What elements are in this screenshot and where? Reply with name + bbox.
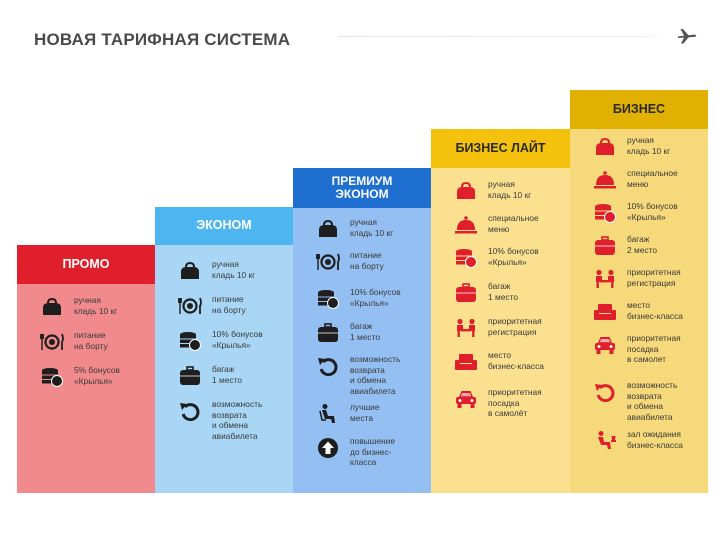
suitcase-icon	[592, 234, 618, 258]
feature-label: ручная кладь 10 кг	[74, 295, 118, 316]
car-icon	[453, 387, 479, 411]
feature-item	[315, 321, 380, 345]
feature-label: питание на борту	[350, 250, 384, 271]
feature-item	[453, 387, 542, 419]
feature-item	[592, 267, 681, 291]
tariff-name: ПРЕМИУМ ЭКОНОМ	[331, 174, 393, 201]
tariff-business-column	[570, 90, 708, 493]
bag-icon	[453, 179, 479, 203]
priority-checkin-icon	[592, 267, 618, 291]
bag-icon	[39, 295, 65, 319]
tariff-premium-econom-header	[293, 168, 431, 208]
feature-label: приоритетная регистрация	[488, 316, 542, 337]
feature-item	[177, 329, 263, 353]
feature-label: 10% бонусов «Крылья»	[488, 246, 539, 267]
feature-label: место бизнес-класса	[627, 300, 683, 321]
feature-item	[315, 250, 384, 274]
bag-icon	[177, 259, 203, 283]
feature-item	[315, 436, 395, 468]
page-title: НОВАЯ ТАРИФНАЯ СИСТЕМА	[34, 30, 291, 49]
feature-label: питание на борту	[212, 294, 246, 315]
feature-item	[39, 330, 108, 354]
cloche-icon	[592, 168, 618, 192]
feature-item	[177, 399, 262, 441]
lounge-icon	[592, 429, 618, 453]
feature-label: багаж 1 место	[350, 321, 380, 342]
tariff-name: ЭКОНОМ	[196, 218, 252, 233]
airplane-icon	[676, 26, 698, 46]
tariff-business-header	[570, 90, 708, 129]
feature-item	[39, 295, 117, 319]
feature-item	[177, 364, 242, 388]
feature-item	[592, 135, 670, 159]
title-divider	[338, 36, 658, 37]
tariff-name: ПРОМО	[62, 256, 110, 271]
suitcase-icon	[177, 364, 203, 388]
tariff-promo-column	[17, 245, 155, 493]
feature-label: зал ожидания бизнес-класса	[627, 429, 683, 450]
feature-item	[453, 316, 542, 340]
coins-icon	[315, 287, 341, 311]
feature-item	[592, 380, 677, 422]
feature-label: питание на борту	[74, 330, 108, 351]
feature-item	[315, 217, 393, 241]
feature-item	[453, 281, 518, 305]
car-icon	[592, 333, 618, 357]
tariff-econom-column	[155, 207, 293, 493]
feature-label: 10% бонусов «Крылья»	[212, 329, 263, 350]
feature-label: 10% бонусов «Крылья»	[350, 287, 401, 308]
feature-item	[592, 429, 683, 453]
coins-icon	[592, 201, 618, 225]
feature-item	[453, 246, 539, 270]
meal-icon	[315, 250, 341, 274]
feature-item	[592, 168, 678, 192]
suitcase-icon	[315, 321, 341, 345]
feature-label: повышение до бизнес- класса	[350, 436, 395, 467]
coins-icon	[39, 365, 65, 389]
feature-item	[453, 179, 531, 203]
bag-icon	[315, 217, 341, 241]
feature-label: специальное меню	[488, 213, 539, 234]
feature-item	[315, 287, 401, 311]
feature-item	[177, 259, 255, 283]
tariff-name: БИЗНЕС ЛАЙТ	[455, 140, 546, 155]
armchair-icon	[592, 300, 618, 324]
feature-label: багаж 1 место	[212, 364, 242, 385]
feature-label: ручная кладь 10 кг	[627, 135, 671, 156]
feature-label: ручная кладь 10 кг	[350, 217, 394, 238]
tariff-premium-econom-column	[293, 168, 431, 493]
coins-icon	[177, 329, 203, 353]
feature-label: ручная кладь 10 кг	[488, 179, 532, 200]
feature-label: специальное меню	[627, 168, 678, 189]
priority-checkin-icon	[453, 316, 479, 340]
feature-item	[592, 333, 681, 365]
tariff-promo-header	[17, 245, 155, 284]
feature-item	[39, 365, 120, 389]
feature-item	[592, 201, 678, 225]
tariff-name: БИЗНЕС	[612, 101, 666, 116]
feature-label: возможность возврата и обмена авиабилета	[350, 354, 401, 396]
feature-label: 5% бонусов «Крылья»	[74, 365, 120, 386]
meal-icon	[39, 330, 65, 354]
armchair-icon	[453, 350, 479, 374]
bag-icon	[592, 135, 618, 159]
feature-item	[177, 294, 246, 318]
feature-item	[592, 234, 657, 258]
meal-icon	[177, 294, 203, 318]
refund-icon	[177, 399, 203, 423]
tariff-business-lite-header	[431, 129, 570, 168]
feature-label: место бизнес-класса	[488, 350, 544, 371]
feature-item	[453, 213, 539, 237]
coins-icon	[453, 246, 479, 270]
feature-label: приоритетная посадка в самолет	[627, 333, 681, 364]
feature-label: багаж 1 место	[488, 281, 518, 302]
cloche-icon	[453, 213, 479, 237]
upgrade-icon	[315, 436, 341, 460]
feature-label: приоритетная посадка в самолёт	[488, 387, 542, 418]
refund-icon	[315, 354, 341, 378]
suitcase-icon	[453, 281, 479, 305]
feature-item	[315, 354, 400, 396]
feature-label: ручная кладь 10 кг	[212, 259, 256, 280]
feature-item	[315, 402, 380, 426]
refund-icon	[592, 380, 618, 404]
feature-label: 10% бонусов «Крылья»	[627, 201, 678, 222]
seat-icon	[315, 402, 341, 426]
tariff-econom-header	[155, 207, 293, 245]
feature-label: лучшие места	[350, 402, 380, 423]
feature-label: возможность возврата и обмена авиабилета	[212, 399, 263, 441]
feature-label: приоритетная регистрация	[627, 267, 681, 288]
feature-item	[592, 300, 683, 324]
feature-item	[453, 350, 544, 374]
feature-label: багаж 2 место	[627, 234, 657, 255]
tariff-business-lite-column	[431, 129, 570, 493]
feature-label: возможность возврата и обмена авиабилета	[627, 380, 678, 422]
